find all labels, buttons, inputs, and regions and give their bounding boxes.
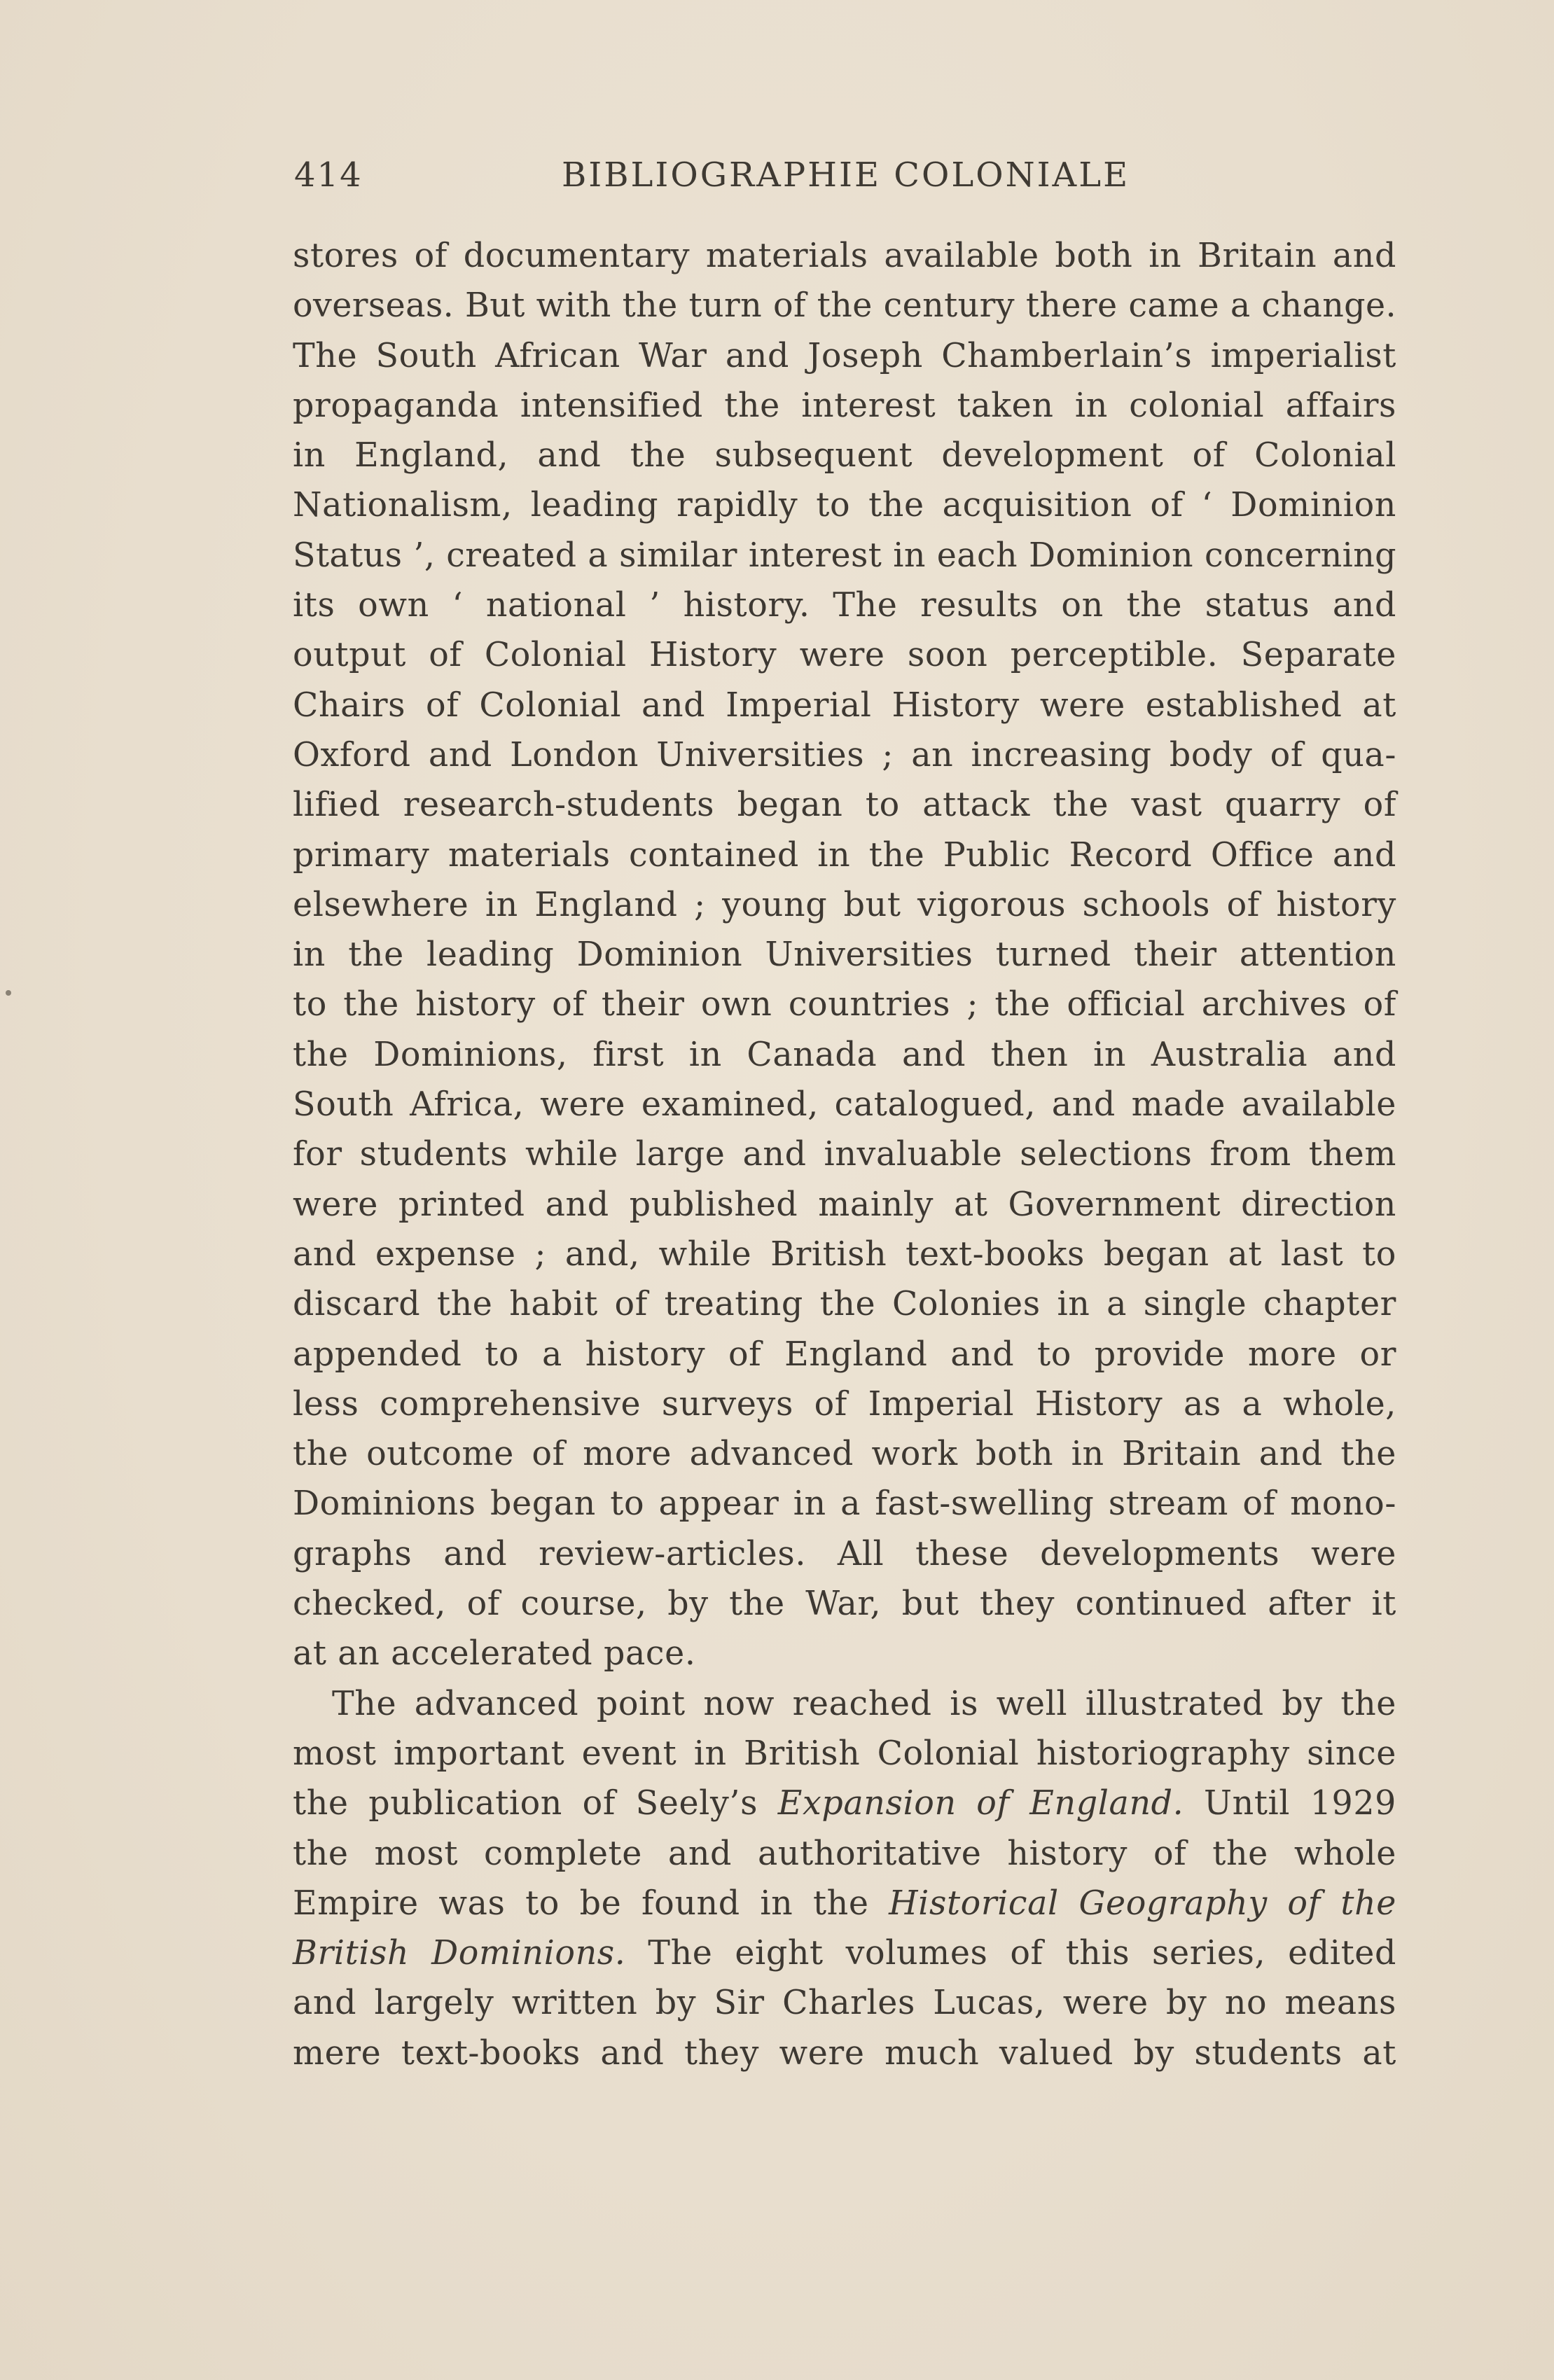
paragraph-1 xyxy=(293,231,1396,1679)
text-line xyxy=(293,1879,1396,1928)
text-line xyxy=(293,1779,1396,1828)
text-line: in the leading Dominion Universities turned their attention xyxy=(293,935,1396,975)
text-line: mere text-books and they were much valued by students at xyxy=(293,2033,1396,2073)
text-line: discard the habit of treating the Colonies in a single chapter xyxy=(293,1285,1396,1324)
text-line: output of Colonial History were soon perceptible. Separate xyxy=(293,636,1396,675)
page-header xyxy=(294,155,1395,204)
text-line: the outcome of more advanced work both in Britain and the xyxy=(293,1435,1396,1474)
text-line: the most complete and authoritative history of the whole xyxy=(293,1834,1396,1873)
text-line: Oxford and London Universities ; an increasing body of qua- xyxy=(293,735,1396,774)
text-line: graphs and review-articles. All these developments were xyxy=(293,1534,1396,1573)
text-line: for students while large and invaluable selections from them xyxy=(293,1135,1396,1174)
text-line: Status ’, created a similar interest in each Dominion concerning xyxy=(293,536,1396,575)
text-line: stores of documentary materials available both in Britain and xyxy=(293,237,1396,275)
text-line: were printed and published mainly at Government direction xyxy=(293,1185,1396,1224)
text-line: Chairs of Colonial and Imperial History were established at xyxy=(293,686,1396,725)
text-line: to the history of their own countries ; the official archives of xyxy=(293,985,1396,1024)
text-segment: The eight volumes of this series, edited xyxy=(625,1934,1396,1973)
text-line: primary materials contained in the Public Record Office and xyxy=(293,835,1396,875)
text-line xyxy=(293,1928,1396,1978)
text-line: appended to a history of England and to provide more or xyxy=(293,1335,1396,1374)
text-line: Dominions began to appear in a fast-swelling stream of mono- xyxy=(293,1484,1396,1524)
text-segment: Until 1929 xyxy=(1184,1784,1397,1823)
text-line: the Dominions, first in Canada and then in Australia and xyxy=(293,1035,1396,1074)
text-line: The advanced point now reached is well illustrated by the xyxy=(332,1684,1396,1723)
text-line: Nationalism, leading rapidly to the acquisition of ‘ Dominion xyxy=(293,486,1396,525)
page-number: 414 xyxy=(294,155,363,195)
text-line: most important event in British Colonial historiography since xyxy=(293,1734,1396,1773)
text-line: elsewhere in England ; young but vigorous schools of history xyxy=(293,885,1396,924)
text-line: less comprehensive surveys of Imperial History as a whole, xyxy=(293,1384,1396,1424)
text-segment: Empire was to be found in the xyxy=(293,1884,889,1923)
text-segment: the publication of Seely’s xyxy=(293,1784,778,1823)
italic-book-title: Expansion of England. xyxy=(777,1784,1184,1823)
text-line: lified research-students began to attack the vast quarry of xyxy=(293,786,1396,825)
text-line: its own ‘ national ’ history. The results on the status and xyxy=(293,586,1396,625)
text-line: checked, of course, by the War, but they continued after it xyxy=(293,1585,1396,1624)
text-line: overseas. But with the turn of the century there came a change. xyxy=(293,286,1396,326)
text-line: and expense ; and, while British text-books began at last to xyxy=(293,1234,1396,1274)
paper-speck xyxy=(6,990,11,996)
text-line: and largely written by Sir Charles Lucas, were by no means xyxy=(293,1984,1396,2023)
text-line: The South African War and Joseph Chamberlain’s imperialist xyxy=(293,336,1396,375)
text-line: South Africa, were examined, catalogued, and made available xyxy=(293,1085,1396,1125)
paragraph-2 xyxy=(293,1679,1396,2078)
running-title: BIBLIOGRAPHIE COLONIALE xyxy=(562,155,1130,195)
italic-book-title: Historical Geography of the xyxy=(889,1884,1396,1923)
italic-book-title: British Dominions. xyxy=(293,1934,626,1973)
body-text xyxy=(293,231,1396,2078)
text-line: propaganda intensified the interest taken in colonial affairs xyxy=(293,386,1396,425)
text-line: in England, and the subsequent development of Colonial xyxy=(293,436,1396,475)
text-line: at an accelerated pace. xyxy=(293,1634,696,1673)
